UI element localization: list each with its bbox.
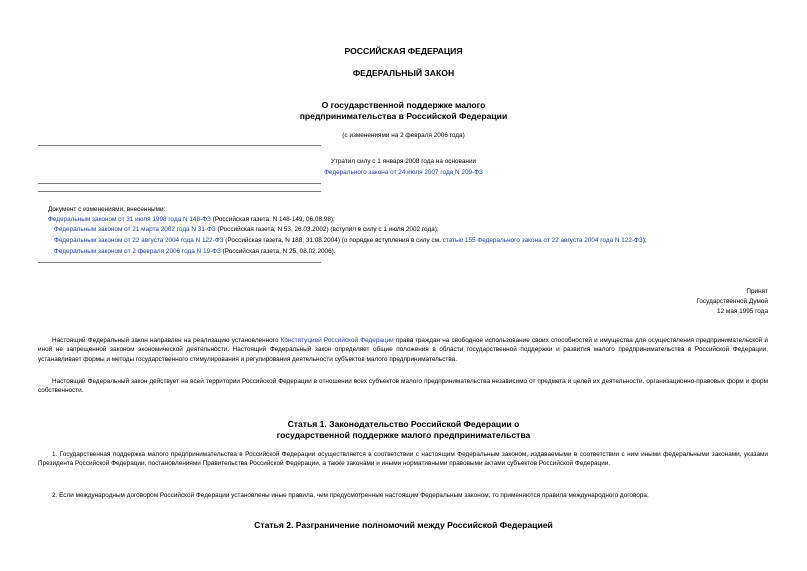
preamble-text: права граждан на свободное использование своих способностей и имущества для осуществления предпринимательской и иной не запрещенной законом экономической деятельности. Настоящий Федеральный закон определяет общие положения в области государственной поддержки и развития малого предпринимательства в Российской Федерации, устанавливает формы и методы государственного стимулирования и регулирования деятельности субъектов малого предпринимательства. <box>38 337 768 363</box>
amendment-item <box>54 237 647 244</box>
edition-note: (с изменениями на 2 февраля 2006 года) <box>342 132 465 139</box>
divider <box>38 191 321 192</box>
lost-force-link-wrap <box>0 169 807 176</box>
adoption-line1: Принят <box>746 288 768 295</box>
amendment-item <box>54 248 336 255</box>
article-1-title-line1: Статья 1. Законодательство Российской Федерации о <box>287 419 520 429</box>
lost-force-text: Утратил силу с 1 января 2008 года на основании <box>330 158 477 165</box>
amendment-link[interactable]: Федеральным законом от 2 февраля 2006 года N 19-ФЗ <box>54 248 221 255</box>
adoption-line2: Государственной Думой <box>696 298 768 305</box>
amendment-tail: ); <box>642 237 647 244</box>
article-text: 2. Если международным договором Российской Федерации установлены иные правила, чем предусмотренные настоящим Федеральным законом, то применяются правила международного договора. <box>52 492 649 499</box>
law-title-line1: О государственной поддержке малого <box>321 100 486 110</box>
preamble-text: Настоящий Федеральный закон действует на всей территории Российской Федерации в отношении всех субъектов малого предпринимательства независимо от предмета и целей их деятельности, организационно-правовых форм и форм собственности. <box>38 378 768 395</box>
amendment-link[interactable]: Федеральным законом от 31 июля 1998 года N 148-ФЗ <box>48 216 211 223</box>
preamble-paragraph-1 <box>38 336 768 364</box>
amendment-item <box>54 226 439 233</box>
preamble-text: Настоящий Федеральный закон направлен на реализацию установленного <box>52 337 281 344</box>
lost-force-law-link[interactable]: Федерального закона от 24 июля 2007 года N 209-ФЗ <box>324 169 483 176</box>
article-1-title-line2: государственной поддержке малого предпринимательства <box>276 430 531 440</box>
article-text: 1. Государственная поддержка малого предпринимательства в Российской Федерации осуществляется в соответствии с настоящим Федеральным законом, издаваемыми в соответствии с ним иными федеральными законами, указами Президента Российской Федерации, постановлениями Правительства Российской Федерации, а также законами и иными нормативными правовыми актами субъектов Российской Федерации. <box>38 451 768 468</box>
divider <box>38 183 321 184</box>
amendment-source: (Российская газета, N 148-149, 06.08.98); <box>210 216 335 223</box>
article-155-link[interactable]: статью 155 Федерального закона от 22 августа 2004 года N 122-ФЗ <box>442 237 643 244</box>
amendment-source: (Российская газета, N 188, 31.08.2004) (о порядке вступления в силу см. <box>223 237 443 244</box>
adoption-date: 12 мая 1995 года <box>717 308 768 315</box>
amendment-link[interactable]: Федеральным законом от 21 марта 2002 года N 31-ФЗ <box>54 226 216 233</box>
law-title-line2: предпринимательства в Российской Федерации <box>299 111 508 121</box>
country-heading: РОССИЙСКАЯ ФЕДЕРАЦИЯ <box>344 46 463 56</box>
amendment-link[interactable]: Федеральным законом от 22 августа 2004 года N 122-ФЗ <box>54 237 224 244</box>
article-2-title: Статья 2. Разграничение полномочий между Российской Федерацией <box>254 520 553 530</box>
article-1-paragraph-1 <box>38 450 768 469</box>
amendment-source: (Российская газета, N 53, 26.03.2002) (вступил в силу с 1 июля 2002 года); <box>215 226 439 233</box>
amendments-intro: Документ с изменениями, внесенными: <box>48 206 166 213</box>
article-1-paragraph-2 <box>38 491 768 500</box>
amendment-source: (Российская газета, N 25, 08.02.2006). <box>220 248 336 255</box>
constitution-link[interactable]: Конституцией Российской Федерации <box>280 337 394 344</box>
divider <box>38 262 321 263</box>
doc-type-heading: ФЕДЕРАЛЬНЫЙ ЗАКОН <box>352 68 455 78</box>
preamble-paragraph-2 <box>38 377 768 396</box>
amendment-item <box>48 216 335 223</box>
divider <box>38 145 321 146</box>
